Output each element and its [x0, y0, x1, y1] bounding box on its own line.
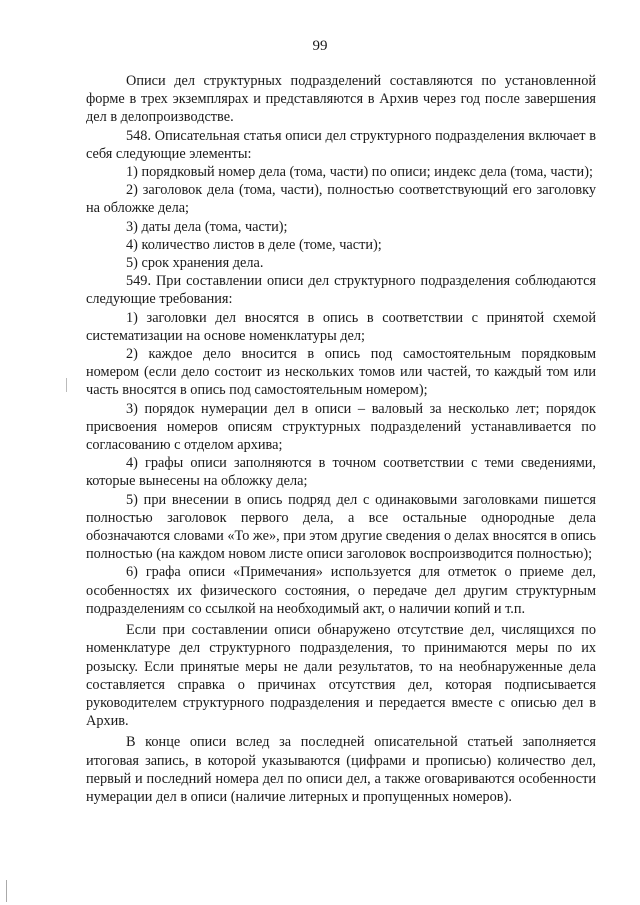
list-item-549-1: 1) заголовки дел вносятся в опись в соответствии с принятой схемой систематизации на основе номенклатуры дел;: [86, 309, 596, 344]
list-item-549-2: 2) каждое дело вносится в опись под самостоятельным порядковым номером (если дело состоит из нескольких томов или частей, то каждый том или часть вносятся в опись под самостоятельным номером);: [86, 346, 596, 399]
paragraph-archive-submission: Описи дел структурных подразделений составляются по установленной форме в трех экземплярах и представляются в Архив через год после завершения дел в делопроизводстве.: [86, 73, 596, 126]
list-item-548-1: 1) порядковый номер дела (тома, части) по описи; индекс дела (тома, части);: [126, 164, 593, 181]
page-number: 99: [312, 38, 328, 54]
list-item-549-3: 3) порядок нумерации дел в описи – валовый за несколько лет; порядок присвоения номеров описям структурных подразделений устанавливается по согласованию с отделом архива;: [86, 400, 596, 454]
list-item-549-6: 6) графа описи «Примечания» используется для отметок о приеме дел, особенностях их физического состояния, о передаче дел другим структурным подразделениям со ссылкой на необходимый акт, о наличии копий и т.п.: [86, 564, 596, 617]
list-item-549-4: 4) графы описи заполняются в точном соответствии с теми сведениями, которые вынесены на обложку дела;: [86, 455, 596, 490]
scan-edge-mark-bottom: [6, 880, 7, 902]
paragraph-missing-files: Если при составлении описи обнаружено отсутствие дел, числящихся по номенклатуре дел структурного подразделения, то принимаются меры по их розыску. Если принятые меры не дали результатов, то на необнаруженные дела составляется справка о причинах отсутствия дел, которая подписывается руководителем структурного подразделения и передается вместе с описью дел в Архив.: [86, 622, 596, 730]
scan-edge-mark-left: [66, 378, 67, 392]
list-item-548-3: 3) даты дела (тома, части);: [126, 218, 288, 235]
paragraph-549: 549. При составлении описи дел структурного подразделения соблюдаются следующие требования:: [86, 273, 596, 308]
list-item-548-2: 2) заголовок дела (тома, части), полностью соответствующий его заголовку на обложке дела;: [86, 182, 596, 217]
list-item-548-5: 5) срок хранения дела.: [126, 255, 264, 272]
paragraph-548: 548. Описательная статья описи дел структурного подразделения включает в себя следующие элементы:: [86, 127, 596, 162]
paragraph-final-record: В конце описи вслед за последней описательной статьей заполняется итоговая запись, в которой указываются (цифрами и прописью) количество дел, первый и последний номера дел по описи дел, а также оговариваются особенности нумерации дел в описи (наличие литерных и пропущенных номеров).: [86, 734, 596, 805]
document-body: [86, 72, 596, 806]
list-item-549-5: 5) при внесении в опись подряд дел с одинаковыми заголовками пишется полностью заголовок первого дела, а все остальные однородные дела обозначаются словами «То же», при этом другие сведения о делах вносятся в опись полностью (на каждом новом листе описи заголовок воспроизводится полностью);: [86, 491, 596, 563]
list-item-548-4: 4) количество листов в деле (томе, части);: [126, 236, 382, 253]
